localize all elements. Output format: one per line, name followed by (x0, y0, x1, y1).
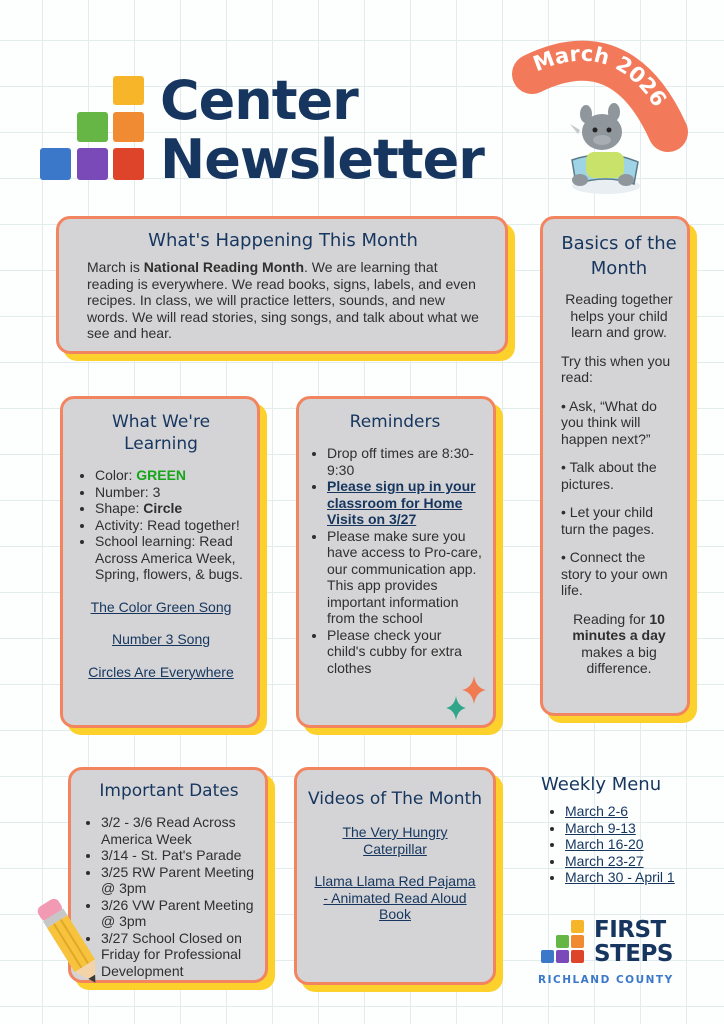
title-line-1: Center (160, 69, 358, 132)
menu-week-link[interactable]: March 16-20 (565, 836, 644, 852)
weekly-menu-list (541, 803, 711, 886)
reminders-list (307, 445, 483, 676)
logo-richland-county: RICHLAND COUNTY (538, 974, 674, 986)
basics-try-this: Try this when you read: (561, 352, 671, 385)
dates-title: Important Dates (99, 781, 239, 801)
date-item: • 3/25 RW Parent Meeting @ 3pm (101, 864, 257, 897)
reminder-cubby: • Please check your child's cubby for extra clothes (327, 627, 483, 677)
first-steps-logo (538, 918, 708, 990)
llama-llama-link[interactable]: Llama Llama Red Pajama - Animated Read Aloud Book (314, 873, 476, 922)
basics-tip-2: • Talk about the pictures. (561, 459, 657, 492)
pencil-icon (36, 890, 104, 994)
rhino-reading-illustration (562, 100, 646, 196)
number-3-song-link[interactable]: Number 3 Song (111, 631, 211, 647)
color-green-song-link[interactable]: The Color Green Song (90, 598, 232, 615)
basics-card (540, 216, 690, 716)
date-item: • 3/2 - 3/6 Read Across America Week (101, 814, 257, 847)
weekly-menu-title: Weekly Menu (541, 774, 662, 795)
logo-steps: STEPS (594, 941, 673, 967)
hungry-caterpillar-link[interactable]: The Very Hungry Caterpillar (342, 824, 448, 857)
learning-school: • School learning: Read Across America Week, Spring, flowers, & bugs. (95, 533, 247, 583)
videos-title: Videos of The Month (308, 789, 482, 809)
menu-week-link[interactable]: March 2-6 (565, 803, 629, 819)
sparkle-icon (444, 674, 488, 724)
weekly-menu (541, 773, 711, 886)
basics-tip-4: • Connect the story to your own life. (561, 549, 668, 598)
title-line-2: Newsletter (160, 128, 484, 191)
reminder-home-visits (327, 478, 483, 528)
happening-title: What's Happening This Month (148, 230, 418, 251)
reminders-title: Reminders (349, 412, 441, 432)
logo-first: FIRST (594, 917, 666, 943)
videos-card (294, 767, 496, 985)
menu-week-link[interactable]: March 9-13 (565, 819, 636, 836)
dates-list (81, 814, 257, 979)
learning-card (60, 396, 260, 728)
happening-text: March is National Reading Month. We are learning that reading is everywhere. We read books, signs, labels, and even recipes. In class, we will practice letters, sounds, and new words. We will read stories, sing songs, and talk about what we see and hear. (87, 259, 479, 341)
basics-intro: Reading together helps your child learn and grow. (565, 291, 673, 340)
basics-tip-1: • Ask, “What do you think will happen next?” (561, 397, 657, 447)
reminder-dropoff: • Drop off times are 8:30-9:30 (327, 445, 483, 478)
learning-list (75, 467, 247, 583)
learning-activity: • Activity: Read together! (95, 517, 247, 534)
basics-tip-3: • Let your child turn the pages. (561, 504, 655, 537)
basics-outro: Reading for 10 minutes a day makes a big difference. (572, 610, 666, 676)
learning-title: What We're Learning (111, 412, 211, 454)
menu-week-link[interactable]: March 23-27 (565, 852, 644, 869)
home-visits-signup-link[interactable]: Please sign up in your classroom for Home Visits on 3/27 (327, 478, 476, 527)
date-badge-text: March 2026 (529, 41, 672, 111)
learning-shape: • Shape: Circle (95, 500, 247, 517)
learning-number: • Number: 3 (95, 484, 247, 501)
learning-color: • Color: GREEN (95, 467, 247, 484)
date-item: • 3/14 - St. Pat's Parade (101, 847, 257, 864)
reminder-procare: • Please make sure you have access to Pro-care, our communication app. This app provides important information from the school (327, 528, 483, 627)
basics-title: Basics of the Month (561, 233, 677, 279)
circles-everywhere-link[interactable]: Circles Are Everywhere (88, 663, 234, 680)
date-item: • 3/27 School Closed on Friday for Professional Development (101, 930, 257, 980)
menu-week-link[interactable]: March 30 - April 1 (565, 869, 675, 885)
happening-card (56, 216, 508, 354)
date-item: • 3/26 VW Parent Meeting @ 3pm (101, 897, 257, 930)
